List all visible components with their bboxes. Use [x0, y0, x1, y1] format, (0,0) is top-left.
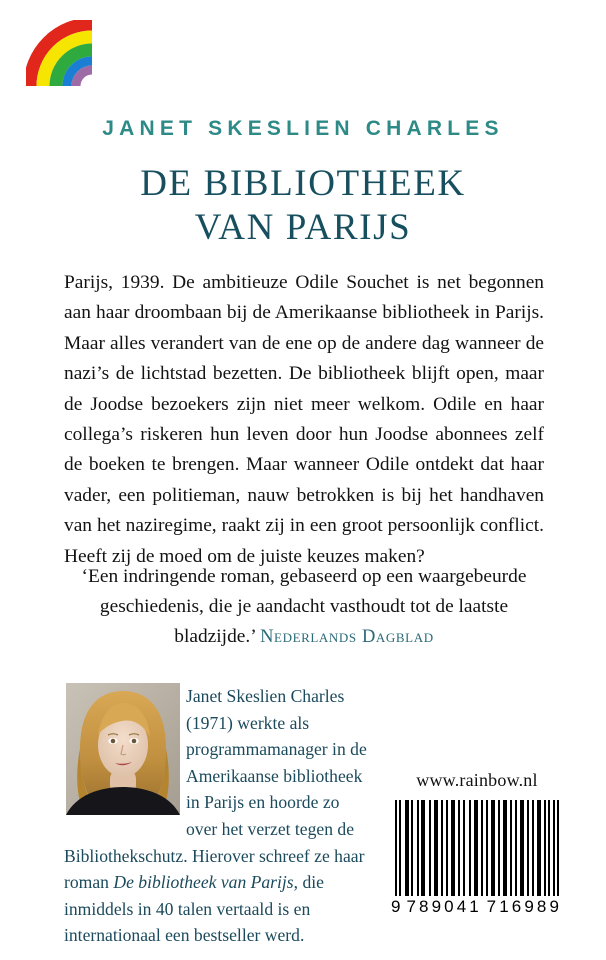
rainbow-arc-icon	[26, 20, 92, 86]
isbn-group-2: 789041	[406, 897, 482, 916]
book-title	[0, 162, 606, 250]
isbn-group-3: 716989	[486, 897, 562, 916]
isbn-group-1: 9	[391, 897, 402, 916]
author-bio-text-part-2: , die inmiddels in 40 talen vertaald is en internationaal een bestseller werd.	[64, 872, 324, 946]
barcode-block	[387, 770, 567, 917]
author-bio-text-part-1: Janet Skeslien Charles (1971) werkte als programmamanager in de Amerikaanse bibliotheek in Parijs en hoorde zo over het verzet tegen de Bibliothekschutz. Hierover schreef ze haar roman	[64, 686, 367, 893]
title-line-2: VAN PARIJS	[194, 207, 412, 248]
isbn-digits	[390, 897, 564, 917]
title-line-1: DE BIBLIOTHEEK	[140, 163, 466, 204]
author-name: JANET SKESLIEN CHARLES	[102, 117, 504, 140]
review-quote	[76, 562, 532, 652]
publisher-logo	[26, 20, 92, 86]
review-source: Nederlands Dagblad	[260, 627, 434, 647]
publisher-website: www.rainbow.nl	[416, 770, 538, 790]
barcode-image	[393, 800, 561, 896]
bio-photo-float-spacer	[64, 683, 186, 817]
author-bio	[64, 683, 372, 949]
review-quote-text: ‘Een indringende roman, gebaseerd op een waargebeurde geschiedenis, die je aandacht vasthoudt tot de laatste bladzijde.’	[81, 566, 527, 647]
back-cover-blurb: Parijs, 1939. De ambitieuze Odile Souchet is net begonnen aan haar droombaan bij de Amerikaanse bibliotheek in Parijs. Maar alles verandert van de ene op de andere dag wanneer de nazi’s de lichtstad bezetten. De bibliotheek blijft open, maar de Joodse bezoekers zijn niet meer welkom. Odile en haar collega’s riskeren hun leven door hun Joodse abonnees zelf de boeken te brengen. Maar wanneer Odile ontdekt dat haar vader, een politieman, nauw betrokken is bij het handhaven van het naziregime, raakt zij in een groot persoonlijk conflict. Heeft zij de moed om de juiste keuzes maken?	[64, 272, 544, 567]
author-bio-book-title: De bibliotheek van Parijs	[113, 872, 294, 893]
